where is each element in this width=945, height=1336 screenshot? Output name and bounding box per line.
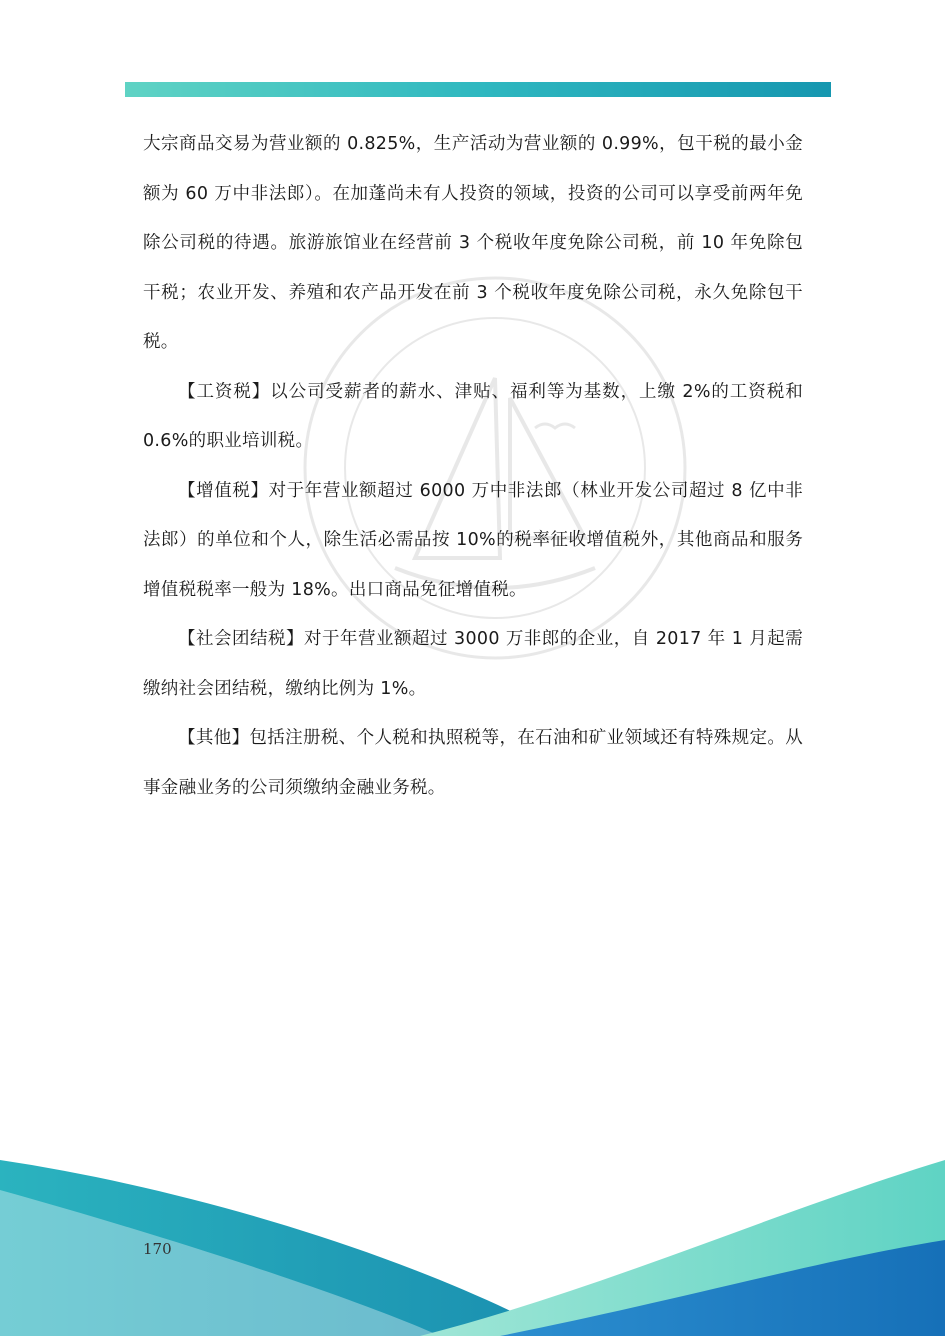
paragraph-continuation: 大宗商品交易为营业额的 0.825%，生产活动为营业额的 0.99%，包干税的最小金额为 60 万中非法郎）。在加蓬尚未有人投资的领域，投资的公司可以享受前两年免除公司税的待遇。旅游旅馆业在经营前 3 个税收年度免除公司税，前 10 年免除包干税；农业开发、养殖和农产品开发在前 3 个税收年度免除公司税，永久免除包干税。 (143, 134, 803, 352)
paragraph-wage-tax: 【工资税】以公司受薪者的薪水、津贴、福利等为基数，上缴 2%的工资税和 0.6%的职业培训税。 (143, 381, 803, 451)
paragraph-other: 【其他】包括注册税、个人税和执照税等，在石油和矿业领域还有特殊规定。从事金融业务的公司须缴纳金融业务税。 (143, 728, 803, 798)
header-accent-bar (125, 82, 831, 97)
footer-wave-decoration (0, 1150, 945, 1336)
document-body (143, 120, 803, 813)
paragraph-vat: 【增值税】对于年营业额超过 6000 万中非法郎（林业开发公司超过 8 亿中非法郎）的单位和个人，除生活必需品按 10%的税率征收增值税外，其他商品和服务增值税税率一般为 18%。出口商品免征增值税。 (143, 480, 803, 600)
page-number: 170 (143, 1240, 172, 1258)
paragraph-social-tax: 【社会团结税】对于年营业额超过 3000 万非郎的企业，自 2017 年 1 月起需缴纳社会团结税，缴纳比例为 1%。 (143, 629, 803, 699)
